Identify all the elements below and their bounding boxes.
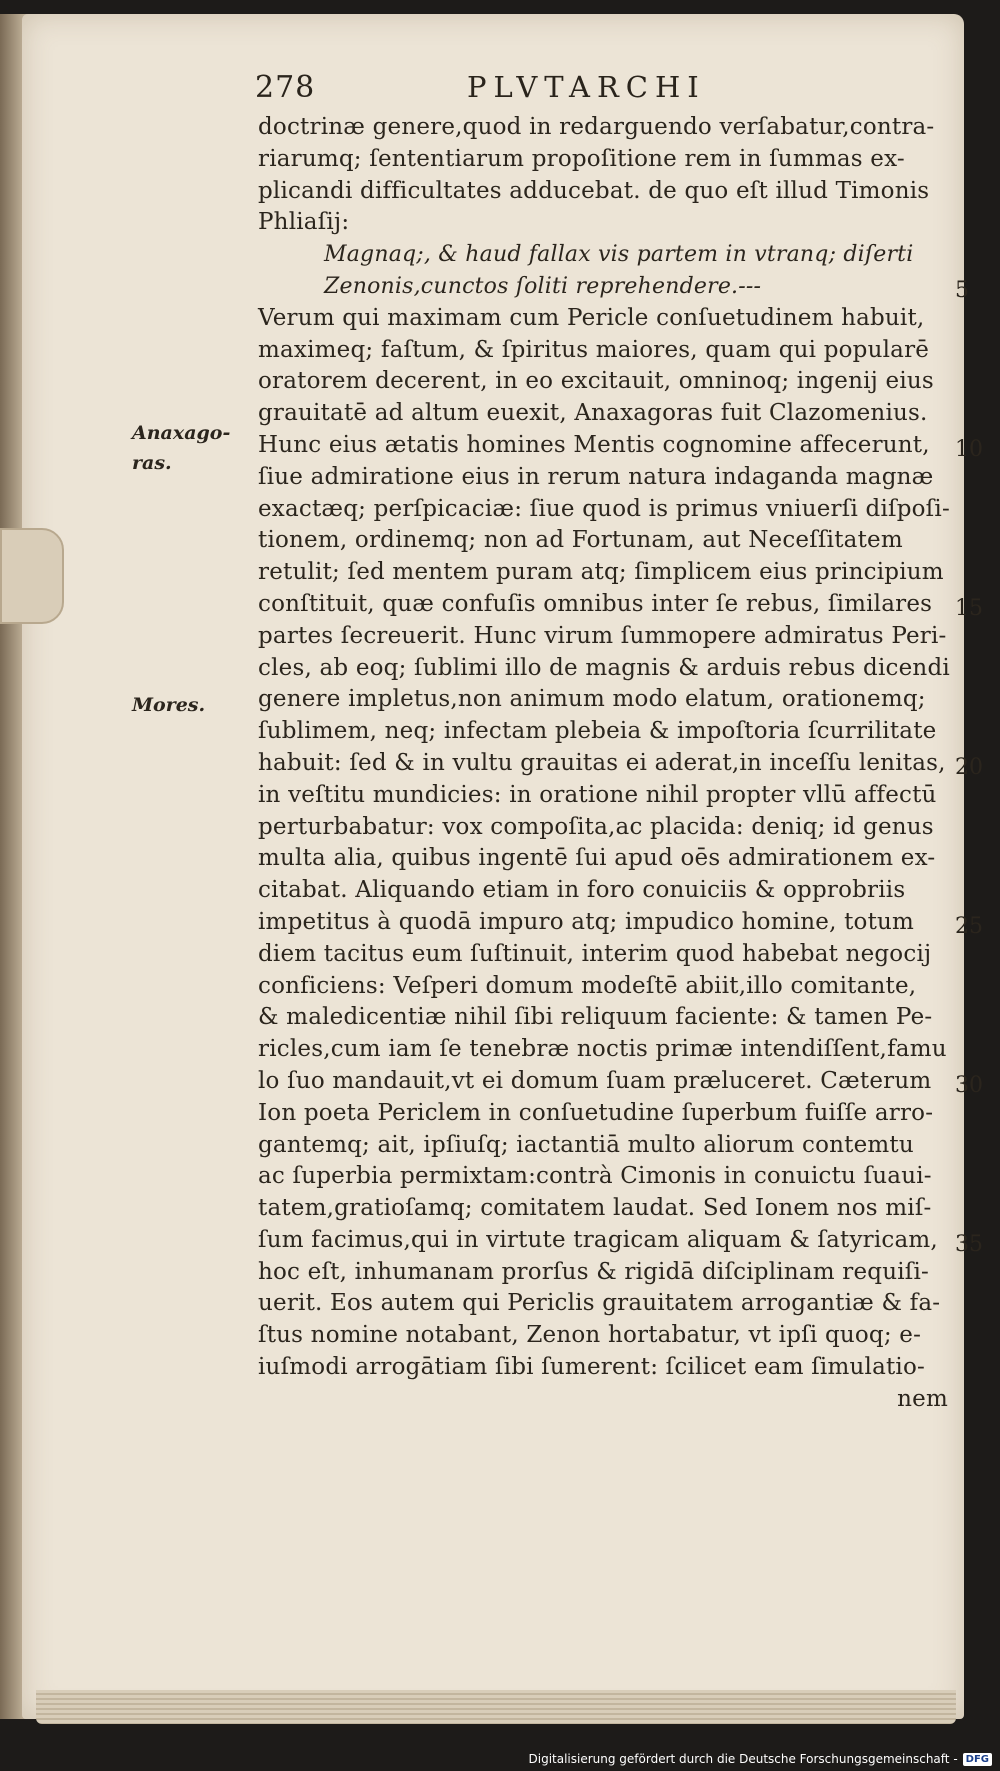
text-line: ſublimem, neq; infectam plebeia & impoſtoria ſcurrilitate [258,718,937,745]
text-line: oratorem decerent, in eo excitauit, omninoq; ingenij eius [258,368,934,395]
text-line: ricles,cum iam ſe tenebræ noctis primæ intendiſſent,famu [258,1036,947,1063]
text-line: gantemq; ait, ipſiuſq; iactantiā multo aliorum contemtu [258,1131,914,1158]
text-line: cles, ab eoq; ſublimi illo de magnis & arduis rebus dicendi [258,654,950,681]
line-number: 15 [955,596,983,621]
dfg-logo: DFG [963,1753,992,1766]
text-line: Verum qui maximam cum Pericle conſuetudinem habuit, [258,304,925,331]
text-line: tionem, ordinemq; non ad Fortunam, aut Neceſſitatem [258,527,903,554]
page-edges [36,1690,956,1724]
text-line: iuſmodi arrogātiam ſibi ſumerent: ſcilicet eam ſimulatio- [258,1354,926,1381]
text-line: hoc eſt, inhumanam prorſus & rigidā diſciplinam requiſi- [258,1258,930,1285]
text-line: partes ſecreuerit. Hunc virum ſummopere admiratus Peri- [258,622,947,649]
text-line: genere impletus,non animum modo elatum, orationemq; [258,686,926,713]
running-title: PLVTARCHI [467,70,706,104]
footer-credit: Digitalisierung gefördert durch die Deutsche Forschungsgemeinschaft - [528,1752,958,1766]
margin-note-anaxagoras-cont: ras. [132,452,172,474]
text-line: plicandi difficultates adducebat. de quo eſt illud Timonis [258,177,930,204]
line-number: 25 [955,914,983,939]
text-line: ac ſuperbia permixtam:contrà Cimonis in conuictu ſuaui- [258,1163,932,1190]
page-clip [0,528,64,624]
margin-note-anaxagoras: Anaxago- [132,422,231,444]
text-line: uerit. Eos autem qui Periclis grauitatem arrogantiæ & fa- [258,1290,941,1317]
text-line: in veſtitu mundicies: in oratione nihil propter vllū affectū [258,781,937,808]
text-line: conficiens: Veſperi domum modeſtē abiit,illo comitante, [258,972,917,999]
text-block [258,112,968,1416]
text-line: riarumq; ſententiarum propoſitione rem in ſummas ex- [258,145,905,172]
text-line: exactæq; perſpicaciæ: ſiue quod is primus vniuerſi diſpoſi- [258,495,950,522]
line-number: 35 [955,1232,983,1257]
text-line: habuit: ſed & in vultu grauitas ei aderat,in inceſſu lenitas, [258,749,946,776]
digitization-footer [529,1752,993,1766]
text-line: impetitus à quodā impuro atq; impudico homine, totum [258,908,915,935]
text-line: Ion poeta Periclem in conſuetudine ſuperbum fuiſſe arro- [258,1099,934,1126]
text-line: conſtituit, quæ confuſis omnibus inter ſe rebus, ſimilares [258,590,933,617]
verse-line: Zenonis,cunctos ſoliti reprehendere.--- [324,273,762,299]
text-line: multa alia, quibus ingentē ſui apud oēs admirationem ex- [258,845,936,872]
line-number: 10 [955,437,983,462]
text-line: ſtus nomine notabant, Zenon hortabatur, vt ipſi quoq; e- [258,1322,922,1349]
verse-line: Magnaq;, & haud fallax vis partem in vtranq; diſerti [324,242,914,268]
text-line: retulit; ſed mentem puram atq; ſimplicem eius principium [258,559,944,586]
text-line: ſum facimus,qui in virtute tragicam aliquam & ſatyricam, [258,1226,938,1253]
text-line: doctrinæ genere,quod in redarguendo verſabatur,contra- [258,114,935,140]
text-line: lo ſuo mandauit,vt ei domum ſuam præluceret. Cæterum [258,1067,932,1094]
text-line: & maledicentiæ nihil ſibi reliquum faciente: & tamen Pe- [258,1004,933,1031]
text-line: citabat. Aliquando etiam in foro conuiciis & opprobriis [258,877,906,904]
folio-number: 278 [255,70,316,105]
text-line: diem tacitus eum ſuſtinuit, interim quod habebat negocij [258,940,932,967]
text-line: Hunc eius ætatis homines Mentis cognomine affecerunt, [258,431,930,458]
text-line: ſiue admiratione eius in rerum natura indaganda magnæ [258,463,934,490]
text-line: perturbabatur: vox compoſita,ac placida: deniq; id genus [258,813,934,840]
margin-note-mores: Mores. [132,694,206,716]
line-number: 5 [955,278,969,303]
page-header [255,70,815,110]
catchword: nem [897,1385,948,1412]
text-line: tatem,gratioſamq; comitatem laudat. Sed Ionem nos miſ- [258,1195,932,1222]
text-line: Phliaſij: [258,209,350,236]
text-line: grauitatē ad altum euexit, Anaxagoras fuit Clazomenius. [258,400,928,427]
line-number: 20 [955,755,983,780]
text-line: maximeq; faſtum, & ſpiritus maiores, quam qui popularē [258,336,930,363]
line-number: 30 [955,1073,983,1098]
